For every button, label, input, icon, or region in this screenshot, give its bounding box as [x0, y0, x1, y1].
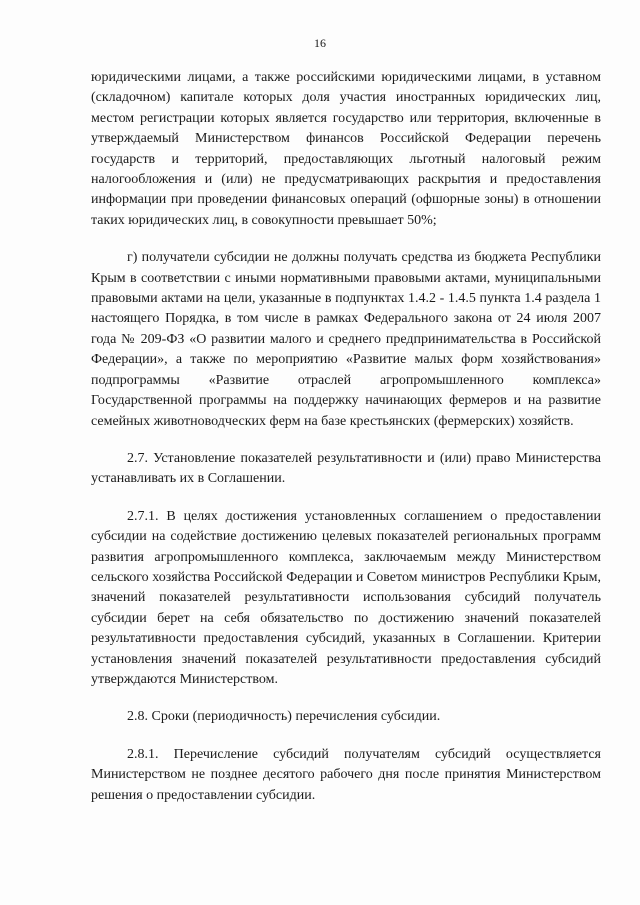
paragraph-2-8: 2.8. Сроки (периодичность) перечисления субсидии.: [127, 709, 441, 725]
paragraph-2-7-1: 2.7.1. В целях достижения установленных соглашением о предоставлении субсидии на содействие достижению целевых показателей региональных программ развития агропромышленного комплекса, заключаемым между Министерством сельского хозяйства Российской Федерации и Советом министров Республики Крым, значений показателей результативности использования субсидий получатель субсидии берет на себя обязательство по достижению значений показателей результативности предоставления субсидий, указанных в Соглашении. Критерии установления значений показателей результативности предоставления субсидий утверждаются Министерством.: [91, 508, 601, 687]
paragraph-2-8-1: 2.8.1. Перечисление субсидий получателям субсидий осуществляется Министерством не позднее десятого рабочего дня после принятия Министерством решения о предоставлении субсидии.: [91, 746, 601, 803]
document-body: [91, 68, 601, 806]
page-number: 16: [314, 36, 326, 50]
paragraph-subitem-g: г) получатели субсидии не должны получать средства из бюджета Республики Крым в соответствии с иными нормативными правовыми актами, муниципальными правовыми актами на цели, указанные в подпунктах 1.4.2 - 1.4.5 пункта 1.4 раздела 1 настоящего Порядка, в том числе в рамках Федерального закона от 24 июля 2007 года № 209-ФЗ «О развитии малого и среднего предпринимательства в Российской Федерации», а также по мероприятию «Развитие малых форм хозяйствования» подпрограммы «Развитие отраслей агропромышленного комплекса» Государственной программы на поддержку начинающих фермеров и на развитие семейных животноводческих ферм на базе крестьянских (фермерских) хозяйств.: [91, 250, 601, 429]
paragraph-continuation: юридическими лицами, а также российскими юридическими лицами, в уставном (складочном) капитале которых доля участия иностранных юридических лиц, местом регистрации которых является государство или территория, включенные в утверждаемый Министерством финансов Российской Федерации перечень государств и территорий, предоставляющих льготный налоговый режим налогообложения и (или) не предусматривающих раскрытия и предоставления информации при проведении финансовых операций (офшорные зоны) в отношении таких юридических лиц, в совокупности превышает 50%;: [91, 70, 601, 228]
paragraph-2-7: 2.7. Установление показателей результативности и (или) право Министерства устанавливать их в Соглашении.: [91, 450, 601, 487]
